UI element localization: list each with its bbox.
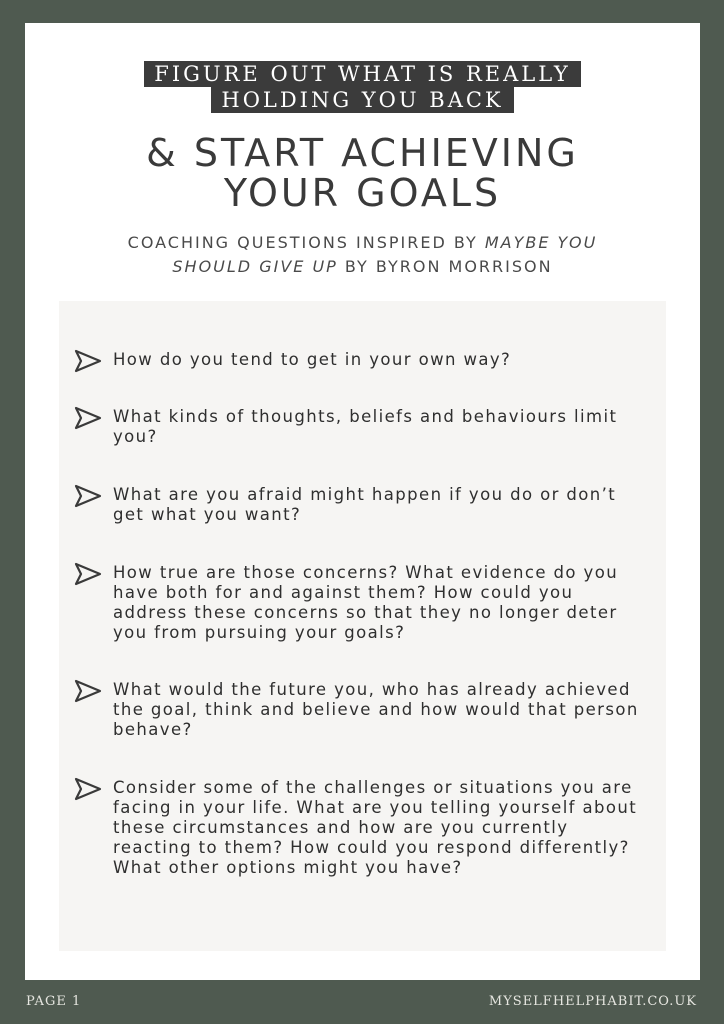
questions-panel [59,301,666,951]
question-text: What kinds of thoughts, beliefs and behaviours limit you? [113,407,618,446]
page-title [25,133,700,213]
question-text: How do you tend to get in your own way? [113,350,512,369]
header-banner [25,61,700,113]
question-text: Consider some of the challenges or situations you are facing in your life. What are you telling yourself about these circumstances and how are you currently reacting to them? How could you respond differently? What other options might you have? [113,778,638,877]
question-item [73,407,646,447]
subtitle [65,231,660,279]
title-line-1: & START ACHIEVING [146,131,579,175]
title-line-2: YOUR GOALS [223,171,502,215]
arrow-right-outline-icon [73,348,103,374]
book-title-part-1: MAYBE YOU [484,233,598,252]
question-item [73,680,646,740]
question-item [73,563,646,643]
question-item [73,778,646,878]
arrow-right-outline-icon [73,678,103,704]
arrow-right-outline-icon [73,405,103,431]
site-url: MYSELFHELPHABIT.CO.UK [488,994,697,1009]
question-text: How true are those concerns? What evidence do you have both for and against them? How could you address these concerns so that they no longer deter you from pursuing your goals? [113,563,619,642]
question-item [73,350,646,374]
subtitle-author: BY BYRON MORRISON [337,257,553,276]
question-text: What would the future you, who has already achieved the goal, think and believe and how would that person behave? [113,680,639,739]
arrow-right-outline-icon [73,561,103,587]
page-number: PAGE 1 [26,994,82,1009]
banner-line-2: HOLDING YOU BACK [211,87,513,113]
book-title-part-2: SHOULD GIVE UP [172,257,338,276]
arrow-right-outline-icon [73,483,103,509]
subtitle-prefix: COACHING QUESTIONS INSPIRED BY [127,233,485,252]
question-text: What are you afraid might happen if you do or don’t get what you want? [113,485,617,524]
worksheet-page [25,23,700,980]
arrow-right-outline-icon [73,776,103,802]
question-item [73,485,646,525]
banner-line-1: FIGURE OUT WHAT IS REALLY [144,61,580,87]
